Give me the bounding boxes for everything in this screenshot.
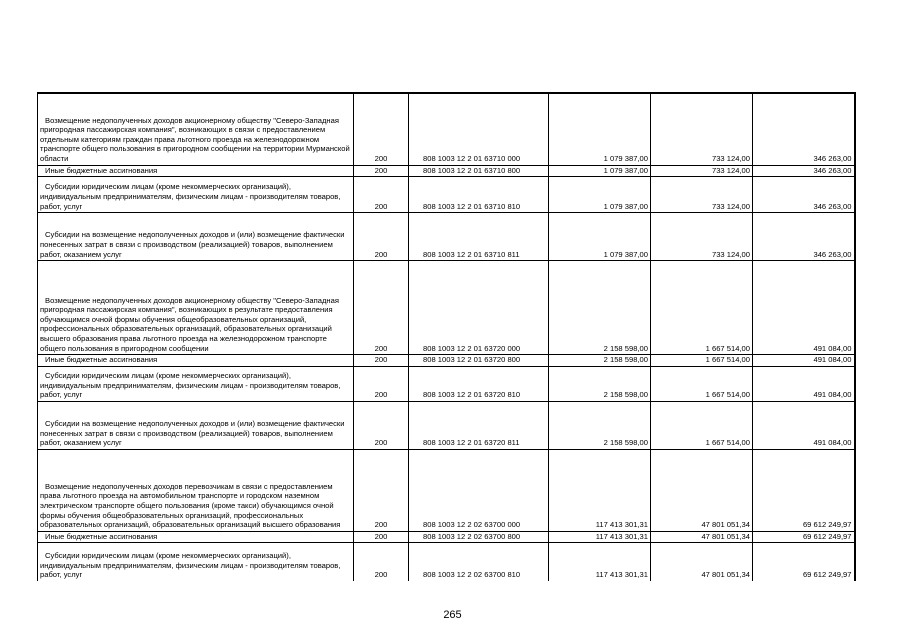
row-kbk-cell: 808 1003 12 2 01 63710 810 bbox=[409, 177, 549, 213]
table-row bbox=[38, 366, 855, 401]
row-amount-3-cell: 346 263,00 bbox=[753, 93, 855, 165]
row-kbk-cell: 808 1003 12 2 02 63700 000 bbox=[409, 449, 549, 531]
row-amount-1-cell: 1 079 387,00 bbox=[549, 93, 651, 165]
row-kbk-cell: 808 1003 12 2 02 63700 800 bbox=[409, 531, 549, 543]
row-amount-1-cell: 2 158 598,00 bbox=[549, 261, 651, 355]
row-kbk-cell: 808 1003 12 2 01 63720 810 bbox=[409, 366, 549, 401]
row-amount-2-cell: 47 801 051,34 bbox=[651, 449, 753, 531]
row-code-cell: 200 bbox=[354, 449, 409, 531]
row-amount-3-cell: 491 084,00 bbox=[753, 366, 855, 401]
table-row bbox=[38, 531, 855, 543]
row-amount-2-cell: 1 667 514,00 bbox=[651, 261, 753, 355]
row-name-cell: Иные бюджетные ассигнования bbox=[38, 531, 354, 543]
row-amount-3-cell: 491 084,00 bbox=[753, 401, 855, 449]
row-code-cell: 200 bbox=[354, 543, 409, 581]
row-amount-2-cell: 1 667 514,00 bbox=[651, 401, 753, 449]
row-amount-1-cell: 1 079 387,00 bbox=[549, 177, 651, 213]
row-amount-1-cell: 1 079 387,00 bbox=[549, 165, 651, 177]
row-amount-3-cell: 491 084,00 bbox=[753, 261, 855, 355]
row-kbk-cell: 808 1003 12 2 01 63710 800 bbox=[409, 165, 549, 177]
row-name-cell: Субсидии юридическим лицам (кроме некоммерческих организаций), индивидуальным предпринимателям, физическим лицам - производителям товаров, работ, услуг bbox=[38, 543, 354, 581]
row-name-cell: Возмещение недополученных доходов акционерному обществу "Северо-Западная пригородная пассажирская компания", возникающих в связи с предоставлением отдельным категориям граждан права льготного проезда на железнодорожном транспорте общего пользования в пригородном сообщении на территории Мурманской области bbox=[38, 93, 354, 165]
row-amount-1-cell: 2 158 598,00 bbox=[549, 401, 651, 449]
row-code-cell: 200 bbox=[354, 401, 409, 449]
row-amount-2-cell: 733 124,00 bbox=[651, 177, 753, 213]
page-number: 265 bbox=[443, 609, 462, 621]
row-kbk-cell: 808 1003 12 2 01 63710 811 bbox=[409, 213, 549, 261]
row-amount-2-cell: 733 124,00 bbox=[651, 93, 753, 165]
row-amount-3-cell: 346 263,00 bbox=[753, 213, 855, 261]
row-kbk-cell: 808 1003 12 2 01 63720 000 bbox=[409, 261, 549, 355]
table-row bbox=[38, 177, 855, 213]
row-code-cell: 200 bbox=[354, 261, 409, 355]
row-amount-3-cell: 491 084,00 bbox=[753, 355, 855, 367]
row-name-cell: Субсидии юридическим лицам (кроме некоммерческих организаций), индивидуальным предпринимателям, физическим лицам - производителям товаров, работ, услуг bbox=[38, 366, 354, 401]
row-code-cell: 200 bbox=[354, 93, 409, 165]
row-amount-2-cell: 1 667 514,00 bbox=[651, 366, 753, 401]
row-amount-3-cell: 346 263,00 bbox=[753, 165, 855, 177]
table-row bbox=[38, 261, 855, 355]
table-row bbox=[38, 165, 855, 177]
row-amount-2-cell: 733 124,00 bbox=[651, 165, 753, 177]
row-amount-2-cell: 733 124,00 bbox=[651, 213, 753, 261]
row-name-cell: Иные бюджетные ассигнования bbox=[38, 165, 354, 177]
table-row bbox=[38, 355, 855, 367]
row-name-cell: Возмещение недополученных доходов перевозчикам в связи с предоставлением права льготного проезда на автомобильном транспорте и городском наземном электрическом транспорте общего пользования (кроме такси) обучающимся очной формы обучения общеобразовательных организаций, профессиональных образовательных организаций, образовательных организаций высшего образования bbox=[38, 449, 354, 531]
row-amount-3-cell: 69 612 249,97 bbox=[753, 449, 855, 531]
row-kbk-cell: 808 1003 12 2 01 63720 800 bbox=[409, 355, 549, 367]
row-amount-2-cell: 47 801 051,34 bbox=[651, 531, 753, 543]
table-row bbox=[38, 543, 855, 581]
budget-table bbox=[37, 92, 856, 581]
row-code-cell: 200 bbox=[354, 355, 409, 367]
row-name-cell: Субсидии на возмещение недополученных доходов и (или) возмещение фактически понесенных затрат в связи с производством (реализацией) товаров, выполнением работ, оказанием услуг bbox=[38, 213, 354, 261]
row-amount-3-cell: 346 263,00 bbox=[753, 177, 855, 213]
row-amount-3-cell: 69 612 249,97 bbox=[753, 531, 855, 543]
row-name-cell: Субсидии на возмещение недополученных доходов и (или) возмещение фактически понесенных затрат в связи с производством (реализацией) товаров, выполнением работ, оказанием услуг bbox=[38, 401, 354, 449]
row-amount-1-cell: 1 079 387,00 bbox=[549, 213, 651, 261]
row-amount-2-cell: 47 801 051,34 bbox=[651, 543, 753, 581]
row-kbk-cell: 808 1003 12 2 01 63710 000 bbox=[409, 93, 549, 165]
table-row bbox=[38, 449, 855, 531]
row-code-cell: 200 bbox=[354, 177, 409, 213]
table-row bbox=[38, 401, 855, 449]
row-kbk-cell: 808 1003 12 2 02 63700 810 bbox=[409, 543, 549, 581]
row-amount-1-cell: 117 413 301,31 bbox=[549, 543, 651, 581]
row-code-cell: 200 bbox=[354, 213, 409, 261]
row-name-cell: Иные бюджетные ассигнования bbox=[38, 355, 354, 367]
row-amount-1-cell: 117 413 301,31 bbox=[549, 449, 651, 531]
row-name-cell: Возмещение недополученных доходов акционерному обществу "Северо-Западная пригородная пассажирская компания", возникающих в результате предоставления обучающимся очной формы обучения общеобразовательных организаций, профессиональных образовательных организаций, образовательных организаций высшего образования права льготного проезда на железнодорожном транспорте общего пользования в пригородном сообщении bbox=[38, 261, 354, 355]
row-code-cell: 200 bbox=[354, 366, 409, 401]
row-amount-1-cell: 2 158 598,00 bbox=[549, 355, 651, 367]
row-code-cell: 200 bbox=[354, 531, 409, 543]
row-name-cell: Субсидии юридическим лицам (кроме некоммерческих организаций), индивидуальным предпринимателям, физическим лицам - производителям товаров, работ, услуг bbox=[38, 177, 354, 213]
table-row bbox=[38, 93, 855, 165]
row-code-cell: 200 bbox=[354, 165, 409, 177]
row-amount-2-cell: 1 667 514,00 bbox=[651, 355, 753, 367]
row-amount-3-cell: 69 612 249,97 bbox=[753, 543, 855, 581]
row-amount-1-cell: 2 158 598,00 bbox=[549, 366, 651, 401]
table-row bbox=[38, 213, 855, 261]
row-amount-1-cell: 117 413 301,31 bbox=[549, 531, 651, 543]
row-kbk-cell: 808 1003 12 2 01 63720 811 bbox=[409, 401, 549, 449]
